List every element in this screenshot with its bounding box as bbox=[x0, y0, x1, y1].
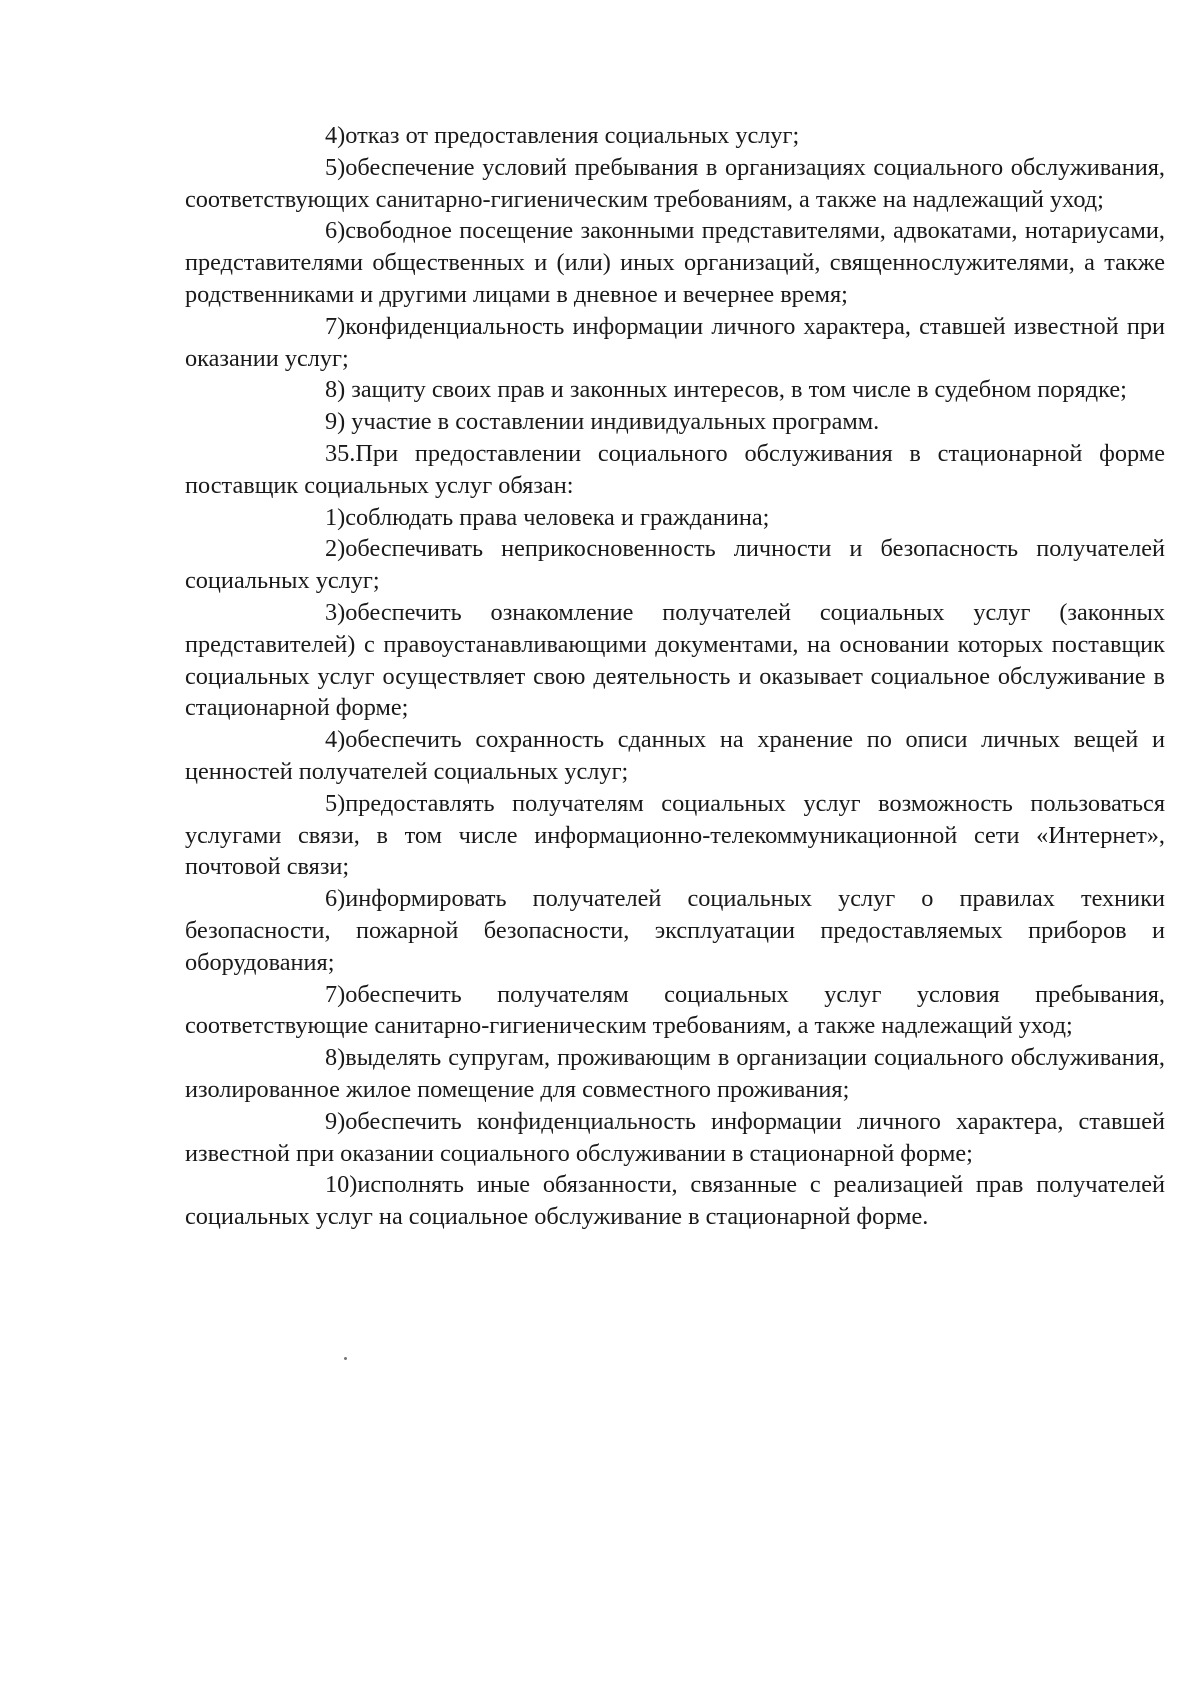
item-number: 10) bbox=[325, 1171, 358, 1199]
obligation-9-confidentiality bbox=[185, 1106, 1165, 1170]
scan-artifact-dot bbox=[344, 1357, 347, 1360]
item-text: обеспечить сохранность сданных на хранение по описи личных вещей и ценностей получателей социальных услуг; bbox=[185, 726, 1165, 785]
item-text: обеспечивать неприкосновенность личности и безопасность получателей социальных услуг; bbox=[185, 535, 1165, 595]
item-number: 2) bbox=[325, 535, 346, 563]
item-number: 4) bbox=[325, 122, 346, 149]
item-number: 4) bbox=[325, 726, 346, 754]
clause-number: 35. bbox=[325, 439, 356, 467]
obligation-2-safety bbox=[185, 533, 1165, 597]
list-item-4-refusal bbox=[185, 120, 1165, 152]
item-number: 6) bbox=[325, 885, 346, 913]
item-number: 5) bbox=[325, 789, 346, 817]
item-text: информировать получателей социальных услуг о правилах техники безопасности, пожарной безопасности, эксплуатации предоставляемых приборов и оборудования; bbox=[185, 885, 1165, 976]
item-number: 1) bbox=[325, 503, 346, 531]
item-text: обеспечение условий пребывания в организациях социального обслуживания, соответствующих санитарно-гигиеническим требованиям, а также на надлежащий уход; bbox=[185, 153, 1165, 213]
item-text: предоставлять получателям социальных услуг возможность пользоваться услугами связи, в том числе информационно-телекоммуникационной сети «Интернет», почтовой связи; bbox=[185, 789, 1165, 881]
item-number: 3) bbox=[325, 598, 346, 626]
item-number: 8) bbox=[325, 1044, 346, 1072]
item-text: конфиденциальность информации личного характера, ставшей известной при оказании услуг; bbox=[185, 312, 1165, 372]
obligation-4-storage bbox=[185, 724, 1165, 788]
clause-text: При предоставлении социального обслуживания в стационарной форме поставщик социальных услуг обязан: bbox=[185, 439, 1165, 499]
item-number: 7) bbox=[325, 980, 346, 1008]
obligation-5-communication bbox=[185, 788, 1165, 883]
item-text: отказ от предоставления социальных услуг; bbox=[345, 122, 800, 149]
obligation-6-safety-rules bbox=[185, 883, 1165, 978]
list-item-8-protection bbox=[185, 374, 1165, 406]
item-text: выделять супругам, проживающим в организации социального обслуживания, изолированное жилое помещение для совместного проживания; bbox=[185, 1044, 1165, 1103]
item-number: 7) bbox=[325, 312, 346, 340]
item-text: исполнять иные обязанности, связанные с реализацией прав получателей социальных услуг на социальное обслуживание в стационарной форме. bbox=[185, 1171, 1165, 1231]
item-number: 8) bbox=[325, 376, 346, 404]
item-text: обеспечить конфиденциальность информации личного характера, ставшей известной при оказании социального обслуживании в стационарной форме; bbox=[185, 1107, 1165, 1167]
clause-35 bbox=[185, 438, 1165, 502]
list-item-5-conditions bbox=[185, 152, 1165, 216]
obligation-8-spouses bbox=[185, 1042, 1165, 1106]
item-number: 9) bbox=[325, 408, 346, 436]
item-text: обеспечить получателям социальных услуг условия пребывания, соответствующие санитарно-гигиеническим требованиям, а также надлежащий уход; bbox=[185, 980, 1165, 1040]
obligation-1-rights bbox=[185, 502, 1165, 534]
obligation-10-other bbox=[185, 1169, 1165, 1233]
list-item-7-confidentiality bbox=[185, 311, 1165, 375]
item-text: обеспечить ознакомление получателей социальных услуг (законных представителей) с правоустанавливающими документами, на основании которых поставщик социальных услуг осуществляет свою деятельность и оказывает социальное обслуживание в стационарной форме; bbox=[185, 598, 1165, 722]
list-item-9-participation bbox=[185, 406, 1165, 438]
item-number: 5) bbox=[325, 153, 346, 181]
list-item-6-visits bbox=[185, 215, 1165, 310]
item-number: 6) bbox=[325, 217, 346, 245]
item-text: свободное посещение законными представителями, адвокатами, нотариусами, представителями общественных и (или) иных организаций, священнослужителями, а также родственниками и другими лицами в дневное и вечернее время; bbox=[185, 217, 1165, 308]
document-body bbox=[185, 120, 1165, 1233]
item-text: защиту своих прав и законных интересов, в том числе в судебном порядке; bbox=[351, 376, 1127, 404]
item-text: соблюдать права человека и гражданина; bbox=[345, 503, 770, 531]
obligation-3-familiarization bbox=[185, 597, 1165, 724]
item-text: участие в составлении индивидуальных программ. bbox=[351, 408, 880, 436]
obligation-7-sanitary bbox=[185, 979, 1165, 1043]
item-number: 9) bbox=[325, 1107, 346, 1135]
